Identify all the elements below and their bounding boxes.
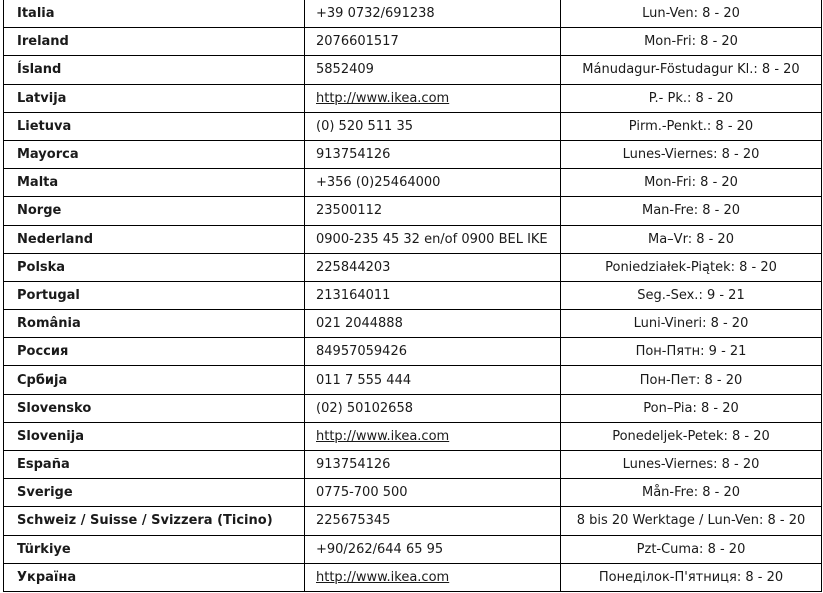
phone-cell: 225844203	[305, 253, 561, 281]
contact-table-body	[4, 0, 822, 591]
country-cell: Україна	[4, 563, 305, 591]
country-cell: Polska	[4, 253, 305, 281]
country-cell: Latvija	[4, 84, 305, 112]
opening-hours-cell: Pzt-Cuma: 8 - 20	[561, 535, 822, 563]
opening-hours-cell: Seg.-Sex.: 9 - 21	[561, 281, 822, 309]
opening-hours-cell: Ponedeljek-Petek: 8 - 20	[561, 422, 822, 450]
opening-hours-cell: Mánudagur-Föstudagur Kl.: 8 - 20	[561, 56, 822, 84]
phone-cell: 913754126	[305, 451, 561, 479]
country-cell: Mayorca	[4, 140, 305, 168]
country-cell: Slovensko	[4, 394, 305, 422]
contact-table	[3, 0, 822, 592]
table-row	[4, 28, 822, 56]
phone-cell	[305, 422, 561, 450]
table-row	[4, 338, 822, 366]
table-row	[4, 140, 822, 168]
country-cell: Norge	[4, 197, 305, 225]
phone-cell: 913754126	[305, 140, 561, 168]
table-row	[4, 394, 822, 422]
country-cell: Italia	[4, 0, 305, 28]
opening-hours-cell: Man-Fre: 8 - 20	[561, 197, 822, 225]
opening-hours-cell: Lunes-Viernes: 8 - 20	[561, 140, 822, 168]
table-row	[4, 56, 822, 84]
phone-cell: 0775-700 500	[305, 479, 561, 507]
opening-hours-cell: Пон-Пятн: 9 - 21	[561, 338, 822, 366]
country-cell: România	[4, 310, 305, 338]
opening-hours-cell: Mon-Fri: 8 - 20	[561, 28, 822, 56]
phone-cell: (0) 520 511 35	[305, 112, 561, 140]
phone-cell: +356 (0)25464000	[305, 169, 561, 197]
country-cell: Nederland	[4, 225, 305, 253]
opening-hours-cell: Pon–Pia: 8 - 20	[561, 394, 822, 422]
table-row	[4, 535, 822, 563]
opening-hours-cell: Luni-Vineri: 8 - 20	[561, 310, 822, 338]
opening-hours-cell: 8 bis 20 Werktage / Lun-Ven: 8 - 20	[561, 507, 822, 535]
country-cell: Portugal	[4, 281, 305, 309]
table-row	[4, 225, 822, 253]
phone-cell: 225675345	[305, 507, 561, 535]
phone-cell: +90/262/644 65 95	[305, 535, 561, 563]
table-row	[4, 479, 822, 507]
website-link[interactable]: http://www.ikea.com	[316, 428, 450, 444]
opening-hours-cell: Mon-Fri: 8 - 20	[561, 169, 822, 197]
table-row	[4, 169, 822, 197]
country-cell: Ísland	[4, 56, 305, 84]
table-row	[4, 0, 822, 28]
country-cell: Malta	[4, 169, 305, 197]
opening-hours-cell: Пон-Пет: 8 - 20	[561, 366, 822, 394]
phone-cell	[305, 563, 561, 591]
phone-cell: +39 0732/691238	[305, 0, 561, 28]
table-row	[4, 281, 822, 309]
opening-hours-cell: Lun-Ven: 8 - 20	[561, 0, 822, 28]
country-cell: Србија	[4, 366, 305, 394]
country-cell: España	[4, 451, 305, 479]
opening-hours-cell: P.- Pk.: 8 - 20	[561, 84, 822, 112]
table-row	[4, 422, 822, 450]
opening-hours-cell: Lunes-Viernes: 8 - 20	[561, 451, 822, 479]
table-row	[4, 84, 822, 112]
opening-hours-cell: Ma–Vr: 8 - 20	[561, 225, 822, 253]
table-row	[4, 507, 822, 535]
country-cell: Türkiye	[4, 535, 305, 563]
opening-hours-cell: Mån-Fre: 8 - 20	[561, 479, 822, 507]
phone-cell	[305, 84, 561, 112]
table-row	[4, 366, 822, 394]
opening-hours-cell: Poniedziałek-Piątek: 8 - 20	[561, 253, 822, 281]
website-link[interactable]: http://www.ikea.com	[316, 569, 450, 585]
country-cell: Lietuva	[4, 112, 305, 140]
table-row	[4, 451, 822, 479]
phone-cell: 0900-235 45 32 en/of 0900 BEL IKE	[305, 225, 561, 253]
table-row	[4, 253, 822, 281]
country-cell: Sverige	[4, 479, 305, 507]
phone-cell: 23500112	[305, 197, 561, 225]
opening-hours-cell: Понеділок-П'ятниця: 8 - 20	[561, 563, 822, 591]
country-cell: Россия	[4, 338, 305, 366]
contact-table-container	[3, 0, 821, 592]
country-cell: Ireland	[4, 28, 305, 56]
phone-cell: 011 7 555 444	[305, 366, 561, 394]
phone-cell: (02) 50102658	[305, 394, 561, 422]
phone-cell: 5852409	[305, 56, 561, 84]
table-row	[4, 310, 822, 338]
opening-hours-cell: Pirm.-Penkt.: 8 - 20	[561, 112, 822, 140]
country-cell: Schweiz / Suisse / Svizzera (Ticino)	[4, 507, 305, 535]
phone-cell: 2076601517	[305, 28, 561, 56]
phone-cell: 213164011	[305, 281, 561, 309]
phone-cell: 84957059426	[305, 338, 561, 366]
table-row	[4, 112, 822, 140]
table-row	[4, 563, 822, 591]
table-row	[4, 197, 822, 225]
website-link[interactable]: http://www.ikea.com	[316, 90, 450, 106]
phone-cell: 021 2044888	[305, 310, 561, 338]
country-cell: Slovenija	[4, 422, 305, 450]
